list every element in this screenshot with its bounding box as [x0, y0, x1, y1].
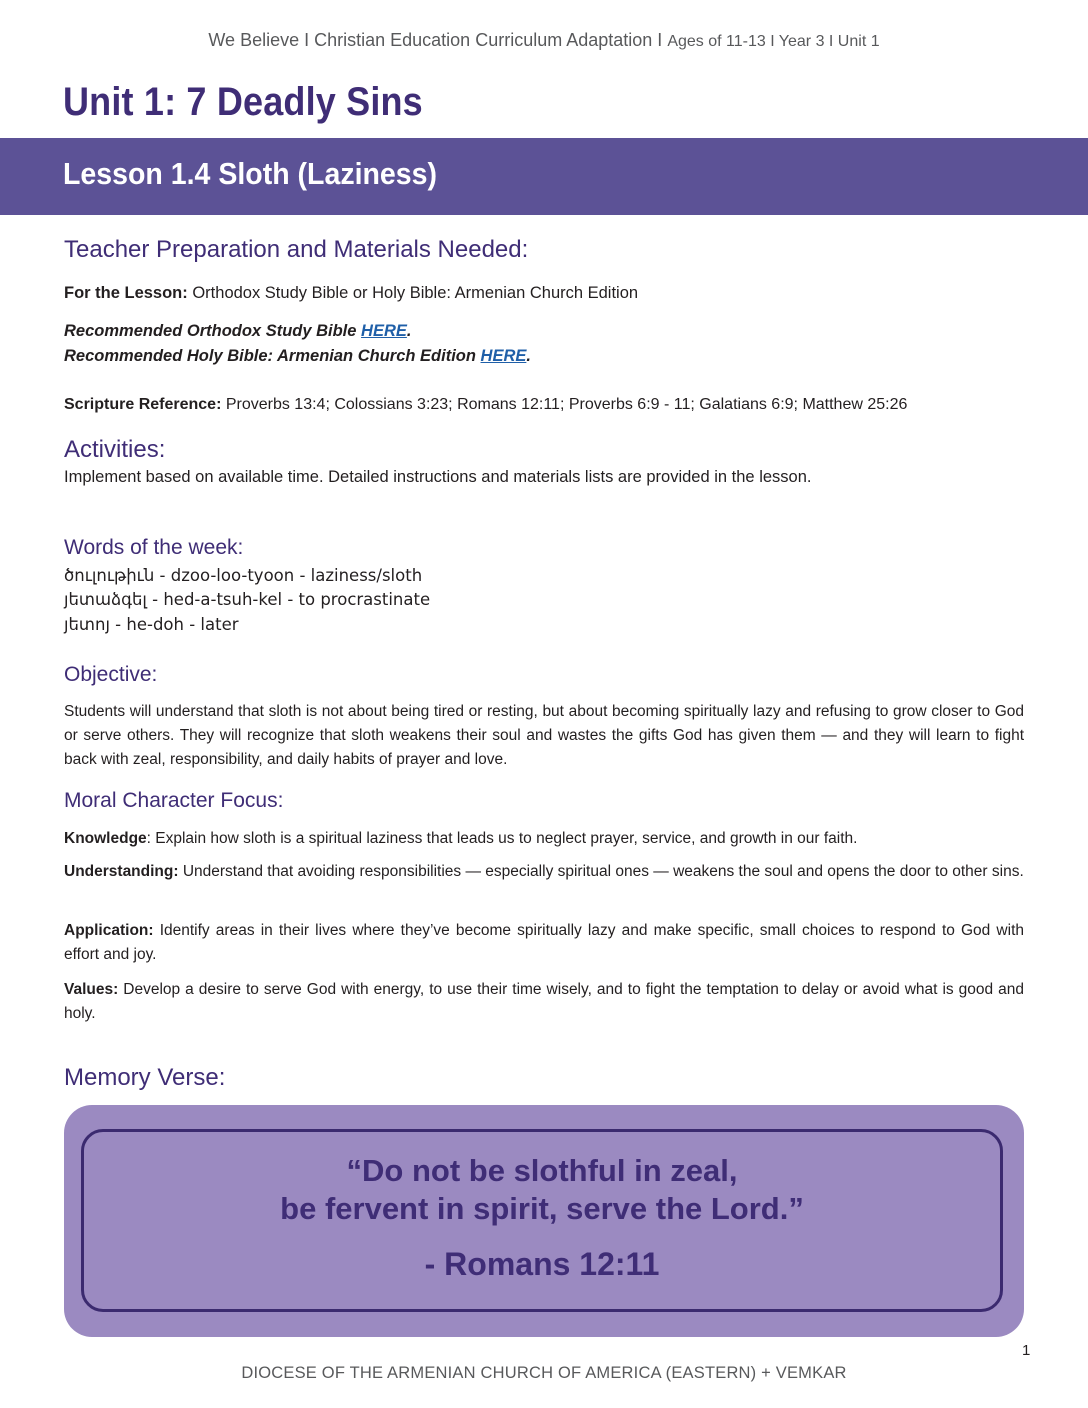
scripture-reference-label: Scripture Reference: — [64, 396, 222, 413]
verse-line-1: “Do not be slothful in zeal, — [346, 1153, 738, 1188]
verse-line-2: be fervent in spirit, serve the Lord.” — [280, 1191, 804, 1226]
moral-understanding — [64, 860, 1024, 884]
words-heading: Words of the week: — [64, 536, 244, 559]
teacher-prep-heading: Teacher Preparation and Materials Needed: — [64, 236, 529, 263]
scripture-reference-line — [64, 393, 907, 417]
word-item: ծուլութիւն - dzoo-loo-tyoon - laziness/sloth — [64, 566, 423, 585]
memory-verse-frame — [81, 1129, 1003, 1312]
study-bible-here-link[interactable]: HERE — [361, 322, 407, 340]
scripture-reference-text: Proverbs 13:4; Colossians 3:23; Romans 12:11; Proverbs 6:9 - 11; Galatians 6:9; Matthew 25:26 — [221, 396, 908, 413]
moral-text: Develop a desire to serve God with energy, to use their time wisely, and to fight the temptation to delay or avoid what is good and holy. — [64, 981, 1024, 1022]
objective-heading: Objective: — [64, 663, 158, 686]
moral-label: Values: — [64, 981, 119, 998]
for-lesson-line — [64, 281, 638, 305]
moral-application — [64, 919, 1024, 967]
moral-heading: Moral Character Focus: — [64, 789, 284, 812]
page-number: 1 — [1022, 1342, 1031, 1359]
running-header-sub: Ages of 11-13 I Year 3 I Unit 1 — [667, 33, 880, 50]
moral-label: Understanding: — [64, 863, 179, 880]
moral-text: Identify areas in their lives where they’ve become spiritually lazy and make specific, small choices to respond to God with effort and joy. — [64, 922, 1024, 963]
holy-bible-here-link[interactable]: HERE — [480, 347, 527, 365]
footer: DIOCESE OF THE ARMENIAN CHURCH OF AMERICA (EASTERN) + VEMKAR — [241, 1364, 847, 1382]
recommended-study-bible-text: Recommended Orthodox Study Bible — [64, 322, 362, 340]
recommended-study-bible-line — [64, 319, 411, 343]
lesson-banner — [0, 138, 1088, 215]
memory-verse-card — [64, 1105, 1024, 1337]
running-header-main: We Believe I Christian Education Curriculum Adaptation I — [208, 30, 663, 50]
moral-knowledge — [64, 827, 1024, 851]
recommended-holy-bible-line — [64, 344, 531, 368]
memory-verse-heading: Memory Verse: — [64, 1064, 226, 1091]
activities-heading: Activities: — [64, 436, 166, 463]
objective-text: Students will understand that sloth is not about being tired or resting, but about becoming spiritually lazy and refusing to grow closer to God or serve others. They will recognize that sloth weakens their soul and wastes the gifts God has given them — and they will learn to fight back with zeal, responsibility, and daily habits of prayer and love. — [64, 703, 1024, 768]
recommended-holy-bible-text: Recommended Holy Bible: Armenian Church Edition — [64, 347, 481, 365]
lesson-title: Lesson 1.4 Sloth (Laziness) — [63, 156, 438, 191]
period: . — [526, 347, 531, 365]
moral-label: Knowledge — [64, 830, 147, 847]
word-item: յետոյ - he-doh - later — [64, 615, 239, 634]
moral-label: Application: — [64, 922, 154, 939]
period: . — [406, 322, 412, 340]
unit-title: Unit 1: 7 Deadly Sins — [63, 80, 423, 124]
activities-text: Implement based on available time. Detailed instructions and materials lists are provided in the lesson. — [64, 468, 812, 486]
moral-text: Understand that avoiding responsibilities — especially spiritual ones — weakens the soul and opens the door to other sins. — [178, 863, 1024, 880]
for-lesson-label: For the Lesson: — [64, 284, 188, 302]
running-header — [0, 30, 1088, 51]
word-item: յետաձգել - hed-a-tsuh-kel - to procrastinate — [64, 590, 431, 609]
moral-values — [64, 978, 1024, 1026]
verse-reference: - Romans 12:11 — [424, 1246, 660, 1282]
for-lesson-text: Orthodox Study Bible or Holy Bible: Armenian Church Edition — [187, 284, 639, 302]
moral-text: : Explain how sloth is a spiritual laziness that leads us to neglect prayer, service, and growth in our faith. — [146, 830, 858, 847]
